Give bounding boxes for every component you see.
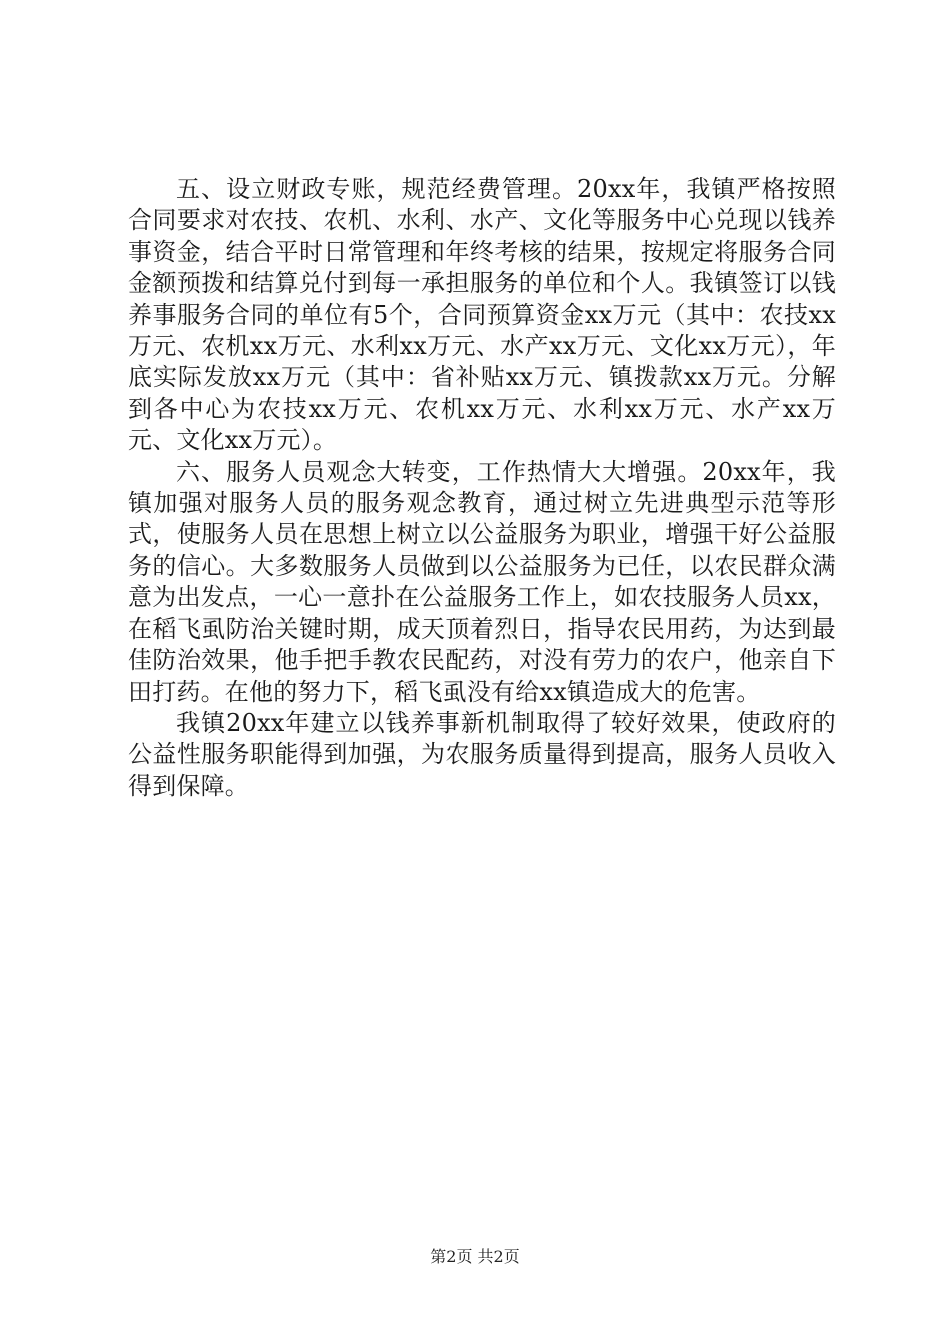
- page-number-footer: 第2页 共2页: [430, 1247, 520, 1266]
- paragraph-conclusion: 我镇20xx年建立以钱养事新机制取得了较好效果，使政府的公益性服务职能得到加强，为农服务质量得到提高，服务人员收入得到保障。: [128, 708, 836, 800]
- paragraph-staff-attitude: 六、服务人员观念大转变，工作热情大大增强。20xx年，我镇加强对服务人员的服务观念教育，通过树立先进典型示范等形式，使服务人员在思想上树立以公益服务为职业，增强干好公益服务的信心。大多数服务人员做到以公益服务为已任，以农民群众满意为出发点，一心一意扑在公益服务工作上，如农技服务人员xx，在稻飞虱防治关键时期，成天顶着烈日，指导农民用药，为达到最佳防治效果，他手把手教农民配药，对没有劳力的农户，他亲自下田打药。在他的努力下，稻飞虱没有给xx镇造成大的危害。: [128, 457, 836, 706]
- paragraph-finance-account: 五、设立财政专账，规范经费管理。20xx年，我镇严格按照合同要求对农技、农机、水利、水产、文化等服务中心兑现以钱养事资金，结合平时日常管理和年终考核的结果，按规定将服务合同金额预拨和结算兑付到每一承担服务的单位和个人。我镇签订以钱养事服务合同的单位有5个，合同预算资金xx万元（其中：农技xx万元、农机xx万元、水利xx万元、水产xx万元、文化xx万元），年底实际发放xx万元（其中：省补贴xx万元、镇拨款xx万元。分解到各中心为农技xx万元、农机xx万元、水利xx万元、水产xx万元、文化xx万元）。: [128, 175, 836, 455]
- document-body: [128, 174, 836, 802]
